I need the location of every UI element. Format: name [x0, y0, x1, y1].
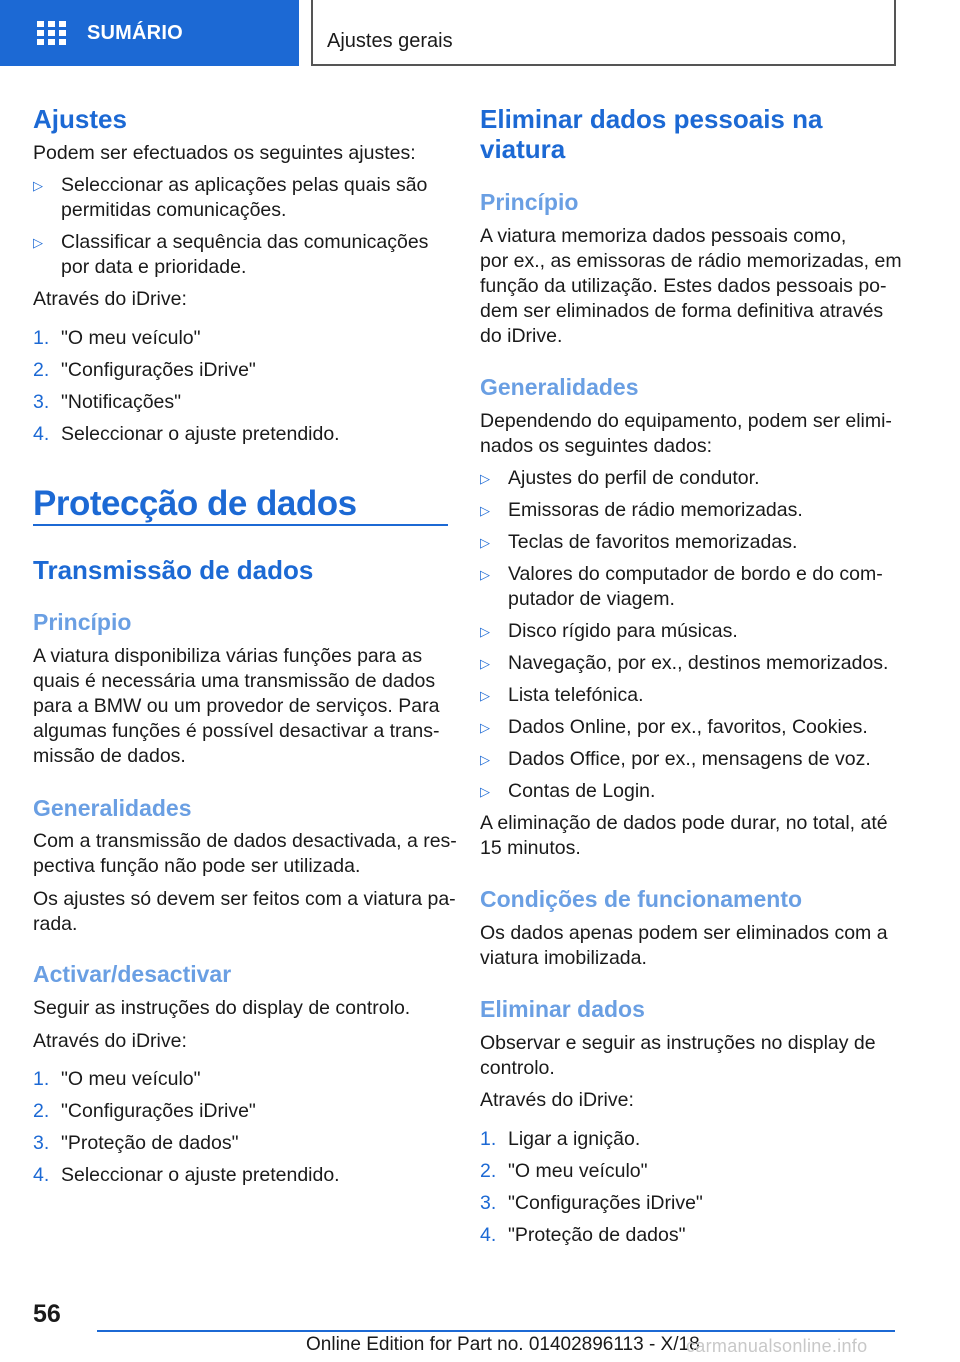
ajustes-intro: Podem ser efectuados os seguintes ajustes:: [33, 142, 416, 164]
activar-paragraph: Seguir as instruções do display de controlo.: [33, 997, 411, 1019]
subsection-heading: Eliminar dados: [480, 996, 645, 1022]
watermark-text: carmanualsonline.info: [686, 1336, 868, 1356]
generalidades-paragraph: Com a transmissão de dados desactivada, a res- pectiva função não pode ser utilizada.: [33, 830, 457, 877]
triangle-bullet-icon: ▷: [33, 235, 43, 250]
header-title-box: [311, 0, 896, 66]
principio-paragraph: A viatura disponibiliza várias funções para as quais é necessária uma transmissão de dados para a BMW ou um provedor de serviços. Para algumas funções é possível desactivar a trans- missão de dados.: [33, 645, 440, 767]
triangle-bullet-icon: ▷: [480, 503, 490, 518]
triangle-bullet-icon: ▷: [480, 535, 490, 550]
grid-icon: [37, 21, 67, 45]
eliminar-dados-paragraph: Observar e seguir as instruções no display de controlo.: [480, 1032, 876, 1079]
footer-rule: [97, 1330, 895, 1332]
triangle-bullet-icon: ▷: [33, 178, 43, 193]
ajustes-heading: Ajustes: [33, 104, 127, 134]
subsection-heading: Condições de funcionamento: [480, 886, 803, 912]
subsection-heading: Princípio: [33, 609, 132, 635]
triangle-bullet-icon: ▷: [480, 471, 490, 486]
subsection-heading: Activar/desactivar: [33, 961, 232, 987]
triangle-bullet-icon: ▷: [480, 656, 490, 671]
subsection-heading: Princípio: [480, 189, 579, 215]
triangle-bullet-icon: ▷: [480, 688, 490, 703]
chapter-heading: Protecção de dados: [33, 484, 357, 523]
section-heading: Eliminar dados pessoais na viatura: [480, 104, 823, 164]
principio-paragraph: A viatura memoriza dados pessoais como, por ex., as emissoras de rádio memorizadas, em função da utilização. Estes dados pessoais po- dem ser eliminados de forma definitiva através do iDrive.: [480, 225, 902, 347]
subsection-heading: Generalidades: [33, 795, 192, 821]
summary-tab-label: SUMÁRIO: [87, 21, 183, 44]
generalidades-paragraph: Os ajustes só devem ser feitos com a viatura pa- rada.: [33, 888, 456, 935]
summary-tab[interactable]: [0, 0, 299, 66]
chapter-rule: [33, 524, 448, 526]
triangle-bullet-icon: ▷: [480, 752, 490, 767]
subsection-heading: Generalidades: [480, 374, 639, 400]
via-idrive-label: Através do iDrive:: [480, 1089, 634, 1111]
chapter-title: Ajustes gerais: [327, 30, 453, 52]
triangle-bullet-icon: ▷: [480, 784, 490, 799]
edition-note: Online Edition for Part no. 01402896113 - X/18: [306, 1334, 700, 1355]
generalidades-paragraph: Dependendo do equipamento, podem ser elimi- nados os seguintes dados:: [480, 410, 892, 457]
via-idrive-label: Através do iDrive:: [33, 1030, 187, 1052]
condicoes-paragraph: Os dados apenas podem ser eliminados com a viatura imobilizada.: [480, 922, 888, 969]
via-idrive-label: Através do iDrive:: [33, 288, 187, 310]
triangle-bullet-icon: ▷: [480, 567, 490, 582]
duration-paragraph: A eliminação de dados pode durar, no total, até 15 minutos.: [480, 812, 888, 859]
triangle-bullet-icon: ▷: [480, 624, 490, 639]
section-heading: Transmissão de dados: [33, 555, 314, 585]
page-number: 56: [33, 1300, 61, 1328]
triangle-bullet-icon: ▷: [480, 720, 490, 735]
